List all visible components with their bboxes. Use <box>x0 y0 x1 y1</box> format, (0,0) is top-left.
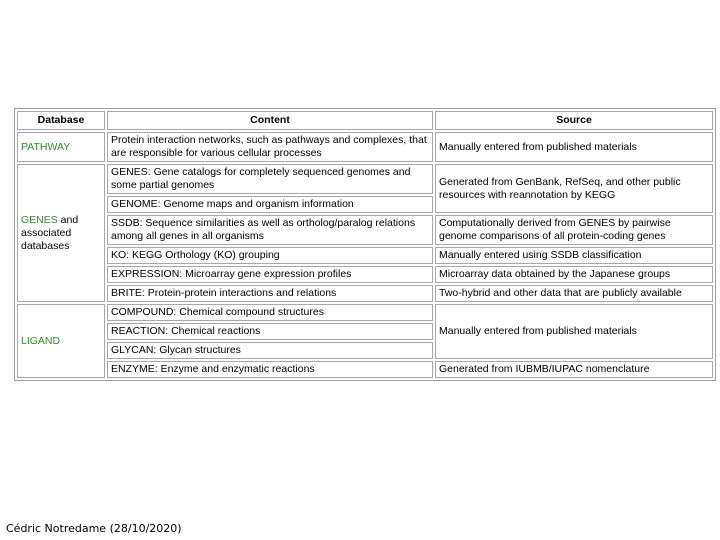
source-cell: Two-hybrid and other data that are publicly available <box>435 285 713 302</box>
db-genes-desc: and associated databases <box>21 213 79 252</box>
content-cell: EXPRESSION: Microarray gene expression profiles <box>107 266 433 283</box>
table-row <box>17 164 713 194</box>
content-cell: BRITE: Protein-protein interactions and relations <box>107 285 433 302</box>
kegg-database-table <box>14 108 716 381</box>
table-row <box>17 247 713 264</box>
source-cell: Computationally derived from GENES by pairwise genome comparisons of all protein-coding genes <box>435 215 713 245</box>
table-row <box>17 361 713 378</box>
content-cell: REACTION: Chemical reactions <box>107 323 433 340</box>
source-cell: Microarray data obtained by the Japanese groups <box>435 266 713 283</box>
header-database: Database <box>17 111 105 130</box>
content-cell: COMPOUND: Chemical compound structures <box>107 304 433 321</box>
content-cell: GENES: Gene catalogs for completely sequenced genomes and some partial genomes <box>107 164 433 194</box>
header-source: Source <box>435 111 713 130</box>
table-row <box>17 215 713 245</box>
content-cell: ENZYME: Enzyme and enzymatic reactions <box>107 361 433 378</box>
table-row <box>17 285 713 302</box>
table-row <box>17 266 713 283</box>
source-cell: Manually entered using SSDB classification <box>435 247 713 264</box>
content-cell: GLYCAN: Glycan structures <box>107 342 433 359</box>
source-cell: Generated from GenBank, RefSeq, and other public resources with reannotation by KEGG <box>435 164 713 213</box>
content-cell: GENOME: Genome maps and organism information <box>107 196 433 213</box>
db-genes-cell <box>17 164 105 302</box>
source-cell: Manually entered from published materials <box>435 304 713 359</box>
header-row <box>17 111 713 130</box>
source-cell: Manually entered from published materials <box>435 132 713 162</box>
content-cell: Protein interaction networks, such as pathways and complexes, that are responsible for various cellular processes <box>107 132 433 162</box>
content-cell: SSDB: Sequence similarities as well as ortholog/paralog relations among all genes in all organisms <box>107 215 433 245</box>
db-genes-link[interactable]: GENES <box>21 213 58 226</box>
table-row <box>17 132 713 162</box>
author-footer: Cédric Notredame (28/10/2020) <box>6 522 182 535</box>
db-pathway-link[interactable]: PATHWAY <box>17 132 105 162</box>
source-cell: Generated from IUBMB/IUPAC nomenclature <box>435 361 713 378</box>
db-ligand-link[interactable]: LIGAND <box>17 304 105 378</box>
table-row <box>17 304 713 321</box>
header-content: Content <box>107 111 433 130</box>
content-cell: KO: KEGG Orthology (KO) grouping <box>107 247 433 264</box>
